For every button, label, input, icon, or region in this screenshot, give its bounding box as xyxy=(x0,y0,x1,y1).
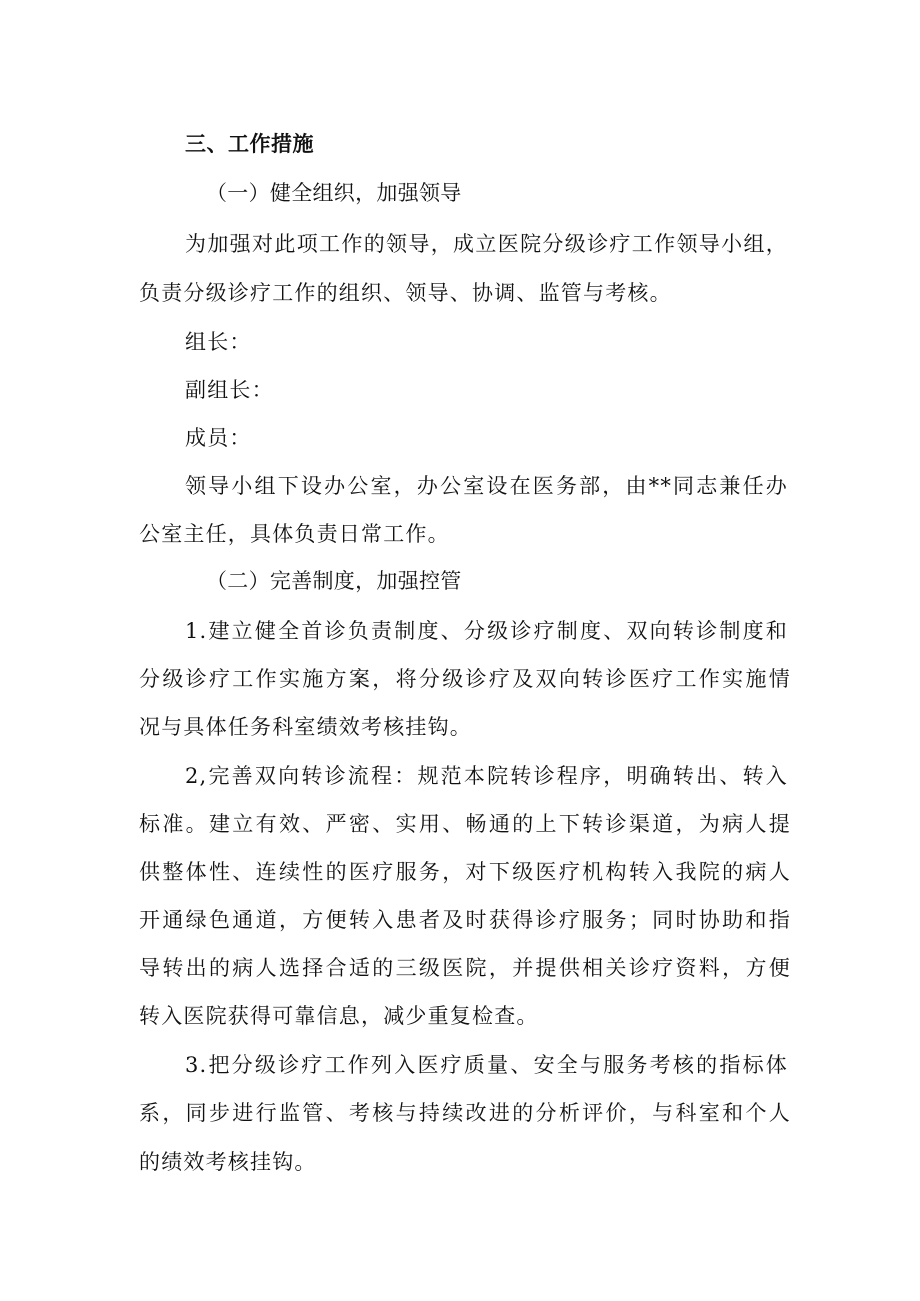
paragraph-line: 的绩效考核挂钩。 xyxy=(139,1150,317,1174)
paragraph-line: 供整体性、连续性的医疗服务，对下级医疗机构转入我院的病人 xyxy=(139,860,791,884)
paragraph-line: 领导小组下设办公室，办公室设在医务部，由**同志兼任办 xyxy=(185,474,788,498)
deputy-leader-label: 副组长： xyxy=(185,378,274,402)
paragraph-line: 公室主任，具体负责日常工作。 xyxy=(139,522,450,546)
paragraph-line: 况与具体任务科室绩效考核挂钩。 xyxy=(139,715,472,739)
paragraph-line: 1.建立健全首诊负责制度、分级诊疗制度、双向转诊制度和 xyxy=(185,619,788,643)
subsection-title-2: （二）完善制度，加强控管 xyxy=(206,569,462,593)
paragraph-line: 3.把分级诊疗工作列入医疗质量、安全与服务考核的指标体 xyxy=(185,1053,788,1077)
section-title: 三、工作措施 xyxy=(185,132,314,156)
paragraph-line: 开通绿色通道，方便转入患者及时获得诊疗服务；同时协助和指 xyxy=(139,908,791,932)
subsection-title-1: （一）健全组织，加强领导 xyxy=(206,181,462,205)
paragraph-line: 分级诊疗工作实施方案，将分级诊疗及双向转诊医疗工作实施情 xyxy=(139,667,791,691)
paragraph-line: 为加强对此项工作的领导，成立医院分级诊疗工作领导小组， xyxy=(185,232,788,256)
members-label: 成员： xyxy=(185,426,252,450)
paragraph-line: 标准。建立有效、严密、实用、畅通的上下转诊渠道，为病人提 xyxy=(139,812,791,836)
paragraph-line: 系，同步进行监管、考核与持续改进的分析评价，与科室和个人 xyxy=(139,1101,791,1125)
group-leader-label: 组长： xyxy=(185,330,252,354)
paragraph-line: 转入医院获得可靠信息，减少重复检查。 xyxy=(139,1004,539,1028)
paragraph-line: 负责分级诊疗工作的组织、领导、协调、监管与考核。 xyxy=(139,281,672,305)
paragraph-line: 导转出的病人选择合适的三级医院，并提供相关诊疗资料，方便 xyxy=(139,956,791,980)
paragraph-line: 2,完善双向转诊流程：规范本院转诊程序，明确转出、转入 xyxy=(185,764,788,788)
